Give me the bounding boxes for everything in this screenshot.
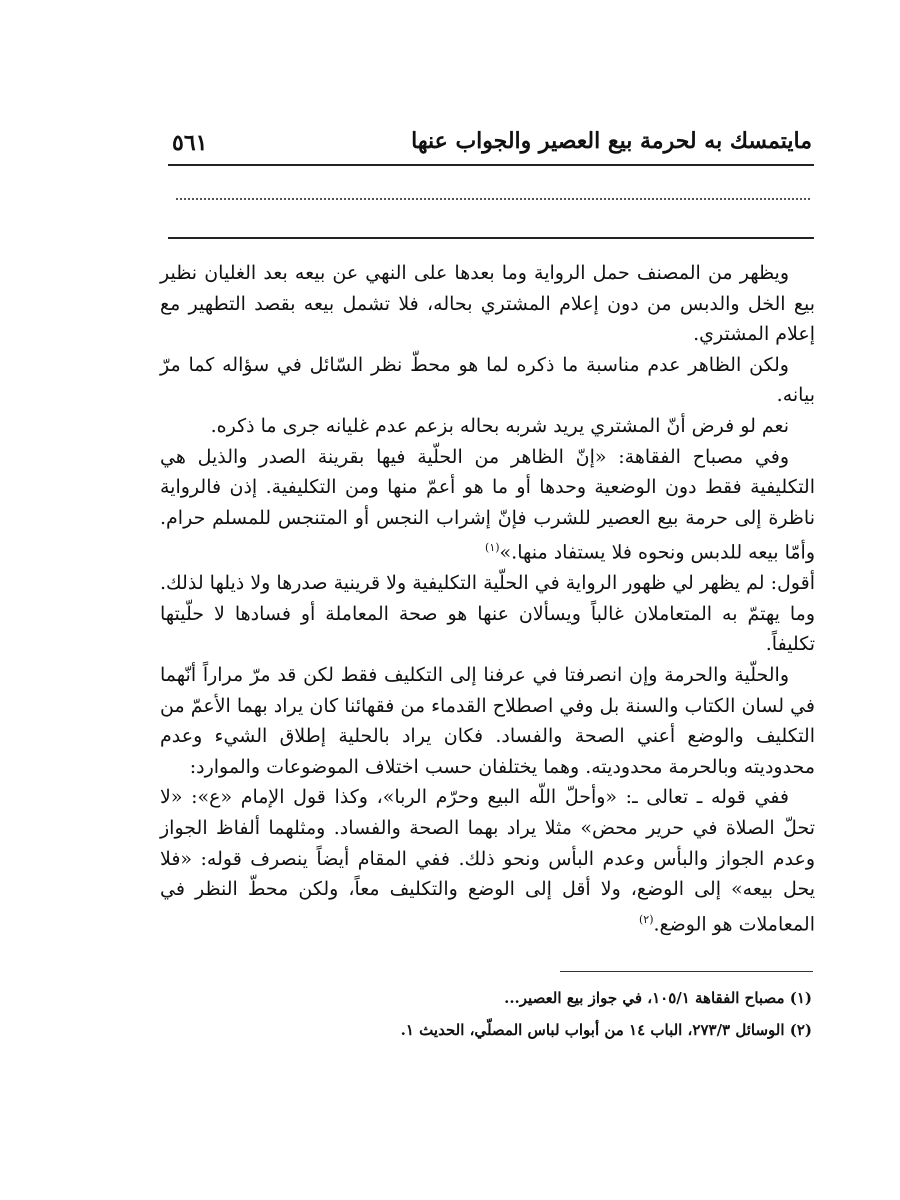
paragraph: والحلّية والحرمة وإن انصرفتا في عرفنا إلى التكليف فقط لكن قد مرّ مراراً أنّهما في لسان الكتاب والسنة بل وفي اصطلاح القدماء من فقهائنا كان يراد بهما الأعمّ من التكليف والوضع أعني الصحة والفساد. فكان يراد بالحلية إطلاق الشيء وعدم محدوديته وبالحرمة محدوديته. وهما يختلفان حسب اختلاف الموضوعات والموارد:: [160, 664, 815, 778]
footnote-rule: [560, 971, 813, 972]
page-number: ٥٦١: [172, 130, 208, 156]
paragraph-quote: [160, 442, 815, 569]
page-header: [172, 128, 812, 164]
paragraph-text: ففي قوله ـ تعالى ـ: «وأحلّ اللّه البيع وحرّم الربا»، وكذا قول الإمام «ع»: «لا تحلّ الصلاة في حرير محض» مثلا يراد بهما الصحة والفساد. ومثلهما ألفاظ الجواز وعدم الجواز والبأس وعدم البأس ونحو ذلك. ففي المقام أيضاً ينصرف قوله: «فلا يحل بيعه» إلى الوضع، ولا أقل إلى الوضع والتكليف معاً، ولكن محطّ النظر في المعاملات هو الوضع.: [160, 786, 815, 936]
paragraph: نعم لو فرض أنّ المشتري يريد شربه بحاله بزعم عدم غليانه جرى ما ذكره.: [210, 414, 789, 437]
body-text: [160, 258, 815, 940]
footnote-1: (١) مصباح الفقاهة ١٠٥/١، في جواز بيع العصير...: [504, 989, 812, 1007]
dotted-separator: [176, 198, 810, 200]
paragraph: ويظهر من المصنف حمل الرواية وما بعدها على النهي عن بيعه بعد الغليان نظير بيع الخل والدبس من دون إعلام المشتري بحاله، فلا تشمل بيعه بقصد التطهير مع إعلام المشتري.: [160, 262, 815, 346]
footnotes: [300, 982, 812, 1046]
paragraph-text: وفي مصباح الفقاهة: «إنّ الظاهر من الحلّية فيها بقرينة الصدر والذيل هي التكليفية فقط دون الوضعية وحدها أو ما هو أعمّ منها ومن التكليفية. إذن فالرواية ناظرة إلى حرمة بيع العصير للشرب فإنّ إشراب النجس أو المتنجس للمسلم حرام. وأمّا بيعه للدبس ونحوه فلا يستفاد منها.»: [160, 445, 815, 564]
header-rule: [168, 164, 814, 166]
footnote-marker-1: (١): [485, 541, 500, 555]
footnote-2: (٢) الوسائل ٢٧٣/٣، الباب ١٤ من أبواب لباس المصلّي، الحديث ١.: [400, 1021, 812, 1039]
running-head: مايتمسك به لحرمة بيع العصير والجواب عنها: [411, 128, 812, 154]
paragraph-with-note: [160, 782, 815, 939]
paragraph: ولكن الظاهر عدم مناسبة ما ذكره لما هو محطّ نظر السّائل في سؤاله كما مرّ بيانه.: [160, 353, 815, 407]
paragraph: أقول: لم يظهر لي ظهور الرواية في الحلّية التكليفية ولا قرينية صدرها ولا ذيلها لذلك. وما يهتمّ به المتعاملان غالباً ويسألان عنها هو صحة المعاملة أو فسادها لا حلّيتها تكليفاً.: [160, 572, 815, 656]
footnote-marker-2: (٢): [638, 912, 654, 926]
text-top-rule: [168, 237, 814, 239]
